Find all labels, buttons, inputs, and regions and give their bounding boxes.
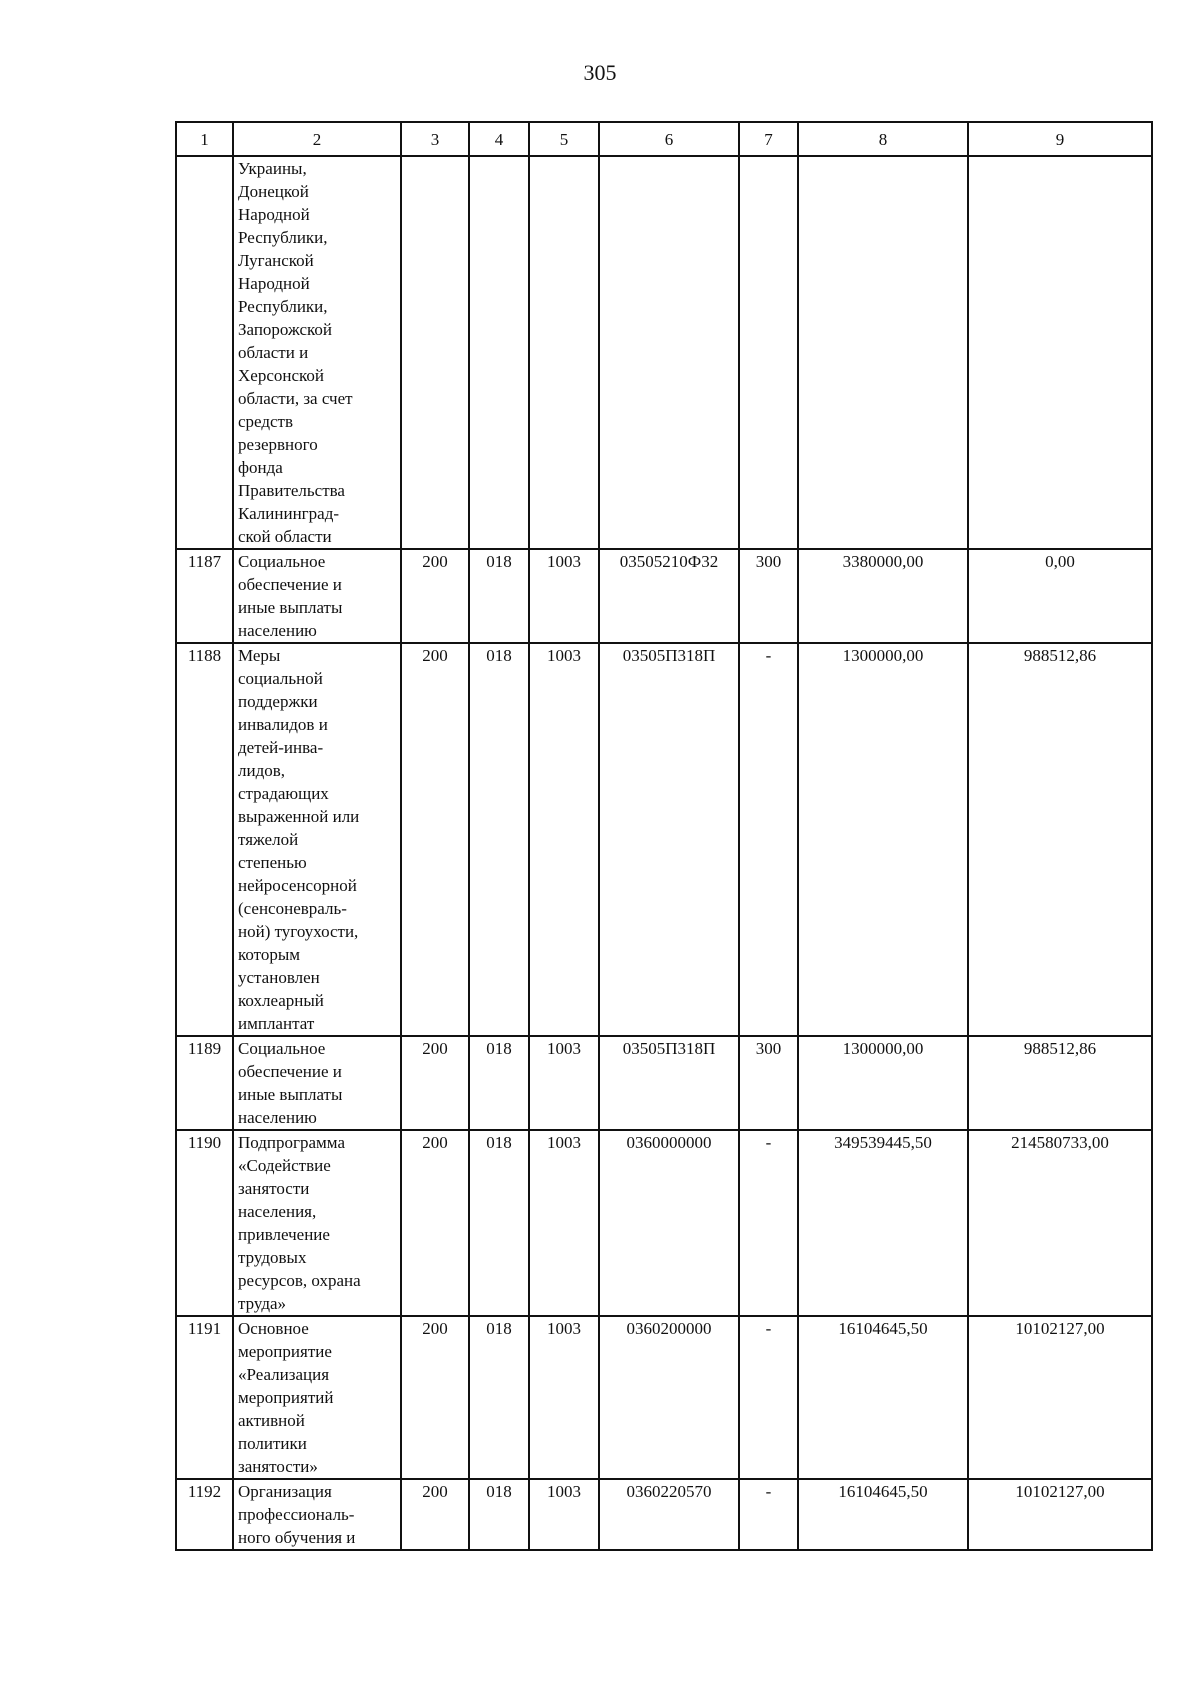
row-col8: 3380000,00 bbox=[798, 549, 968, 643]
header-row bbox=[176, 122, 1152, 156]
row-name-line: иные выплаты bbox=[238, 1085, 343, 1104]
column-header-5: 5 bbox=[529, 122, 599, 156]
row-name-line: труда» bbox=[238, 1294, 287, 1313]
column-header-4: 4 bbox=[469, 122, 529, 156]
row-name-line: профессиональ- bbox=[238, 1505, 355, 1524]
table-row bbox=[176, 156, 1152, 549]
row-col9: 988512,86 bbox=[968, 1036, 1152, 1130]
row-name-line: страдающих bbox=[238, 784, 329, 803]
row-name bbox=[233, 549, 401, 643]
row-name-line: обеспечение и bbox=[238, 575, 342, 594]
row-name-line: детей-инва- bbox=[238, 738, 324, 757]
table-row bbox=[176, 1316, 1152, 1479]
row-name-line: Народной bbox=[238, 205, 310, 224]
column-header-6: 6 bbox=[599, 122, 739, 156]
row-col3: 200 bbox=[401, 549, 469, 643]
row-col6: 0360200000 bbox=[599, 1316, 739, 1479]
row-col4: 018 bbox=[469, 643, 529, 1036]
row-col5 bbox=[529, 156, 599, 549]
row-name-line: области и bbox=[238, 343, 309, 362]
row-name-line: степенью bbox=[238, 853, 307, 872]
row-col8: 16104645,50 bbox=[798, 1479, 968, 1550]
page-number: 305 bbox=[583, 60, 617, 85]
budget-table bbox=[175, 121, 1153, 1551]
row-name-line: занятости» bbox=[238, 1457, 318, 1476]
row-name-line: лидов, bbox=[238, 761, 286, 780]
row-col7: 300 bbox=[739, 1036, 798, 1130]
row-name-line: Донецкой bbox=[238, 182, 309, 201]
row-name-line: области, за счет bbox=[238, 389, 353, 408]
row-col6: 0360220570 bbox=[599, 1479, 739, 1550]
row-name-line: Подпрограмма bbox=[238, 1133, 345, 1152]
row-col4: 018 bbox=[469, 1479, 529, 1550]
row-col4: 018 bbox=[469, 1316, 529, 1479]
row-number: 1189 bbox=[176, 1036, 233, 1130]
row-name-line: нейросенсорной bbox=[238, 876, 357, 895]
row-name-line: фонда bbox=[238, 458, 283, 477]
row-name-line: средств bbox=[238, 412, 294, 431]
row-number: 1188 bbox=[176, 643, 233, 1036]
row-name-line: активной bbox=[238, 1411, 305, 1430]
row-col8: 16104645,50 bbox=[798, 1316, 968, 1479]
row-col4: 018 bbox=[469, 1130, 529, 1316]
row-name-line: ской области bbox=[238, 527, 332, 546]
row-name-line: Организация bbox=[238, 1482, 332, 1501]
row-name-line: ной) тугоухости, bbox=[238, 922, 359, 941]
row-col9: 988512,86 bbox=[968, 643, 1152, 1036]
row-name-line: Социальное bbox=[238, 1039, 326, 1058]
row-col9 bbox=[968, 156, 1152, 549]
row-number bbox=[176, 156, 233, 549]
row-col7: - bbox=[739, 643, 798, 1036]
row-name-line: инвалидов и bbox=[238, 715, 328, 734]
row-name-line: Основное bbox=[238, 1319, 309, 1338]
row-number: 1192 bbox=[176, 1479, 233, 1550]
row-name-line: Социальное bbox=[238, 552, 326, 571]
row-name-line: Луганской bbox=[238, 251, 314, 270]
column-header-1: 1 bbox=[176, 122, 233, 156]
row-col3: 200 bbox=[401, 1036, 469, 1130]
row-name bbox=[233, 1316, 401, 1479]
row-col3 bbox=[401, 156, 469, 549]
row-col5: 1003 bbox=[529, 1036, 599, 1130]
row-name bbox=[233, 1130, 401, 1316]
table-row bbox=[176, 1479, 1152, 1550]
row-name-line: Правительства bbox=[238, 481, 345, 500]
row-col7: 300 bbox=[739, 549, 798, 643]
row-col8: 349539445,50 bbox=[798, 1130, 968, 1316]
row-col8: 1300000,00 bbox=[798, 1036, 968, 1130]
row-col5: 1003 bbox=[529, 1479, 599, 1550]
table-body bbox=[176, 156, 1152, 1550]
row-col7: - bbox=[739, 1130, 798, 1316]
table-row bbox=[176, 1036, 1152, 1130]
row-name-line: поддержки bbox=[238, 692, 318, 711]
row-name bbox=[233, 643, 401, 1036]
row-name-line: мероприятий bbox=[238, 1388, 334, 1407]
row-name-line: выраженной или bbox=[238, 807, 360, 826]
row-name-line: которым bbox=[238, 945, 301, 964]
row-col6 bbox=[599, 156, 739, 549]
row-col8: 1300000,00 bbox=[798, 643, 968, 1036]
row-name-line: Республики, bbox=[238, 297, 328, 316]
row-col9: 214580733,00 bbox=[968, 1130, 1152, 1316]
row-name-line: Меры bbox=[238, 646, 281, 665]
row-name-line: резервного bbox=[238, 435, 318, 454]
row-name-line: «Реализация bbox=[238, 1365, 330, 1384]
row-name-line: населению bbox=[238, 621, 317, 640]
row-col5: 1003 bbox=[529, 549, 599, 643]
table-row bbox=[176, 549, 1152, 643]
table-row bbox=[176, 1130, 1152, 1316]
row-name bbox=[233, 1036, 401, 1130]
row-col5: 1003 bbox=[529, 1130, 599, 1316]
row-col5: 1003 bbox=[529, 1316, 599, 1479]
row-name bbox=[233, 156, 401, 549]
row-name-line: привлечение bbox=[238, 1225, 330, 1244]
row-name-line: имплантат bbox=[238, 1014, 315, 1033]
row-col9: 0,00 bbox=[968, 549, 1152, 643]
row-col9: 10102127,00 bbox=[968, 1316, 1152, 1479]
row-name-line: обеспечение и bbox=[238, 1062, 342, 1081]
row-name-line: населению bbox=[238, 1108, 317, 1127]
row-name-line: трудовых bbox=[238, 1248, 307, 1267]
row-name-line: Украины, bbox=[238, 159, 307, 178]
row-name bbox=[233, 1479, 401, 1550]
column-header-7: 7 bbox=[739, 122, 798, 156]
row-name-line: социальной bbox=[238, 669, 323, 688]
row-col7: - bbox=[739, 1316, 798, 1479]
row-name-line: иные выплаты bbox=[238, 598, 343, 617]
table-row bbox=[176, 643, 1152, 1036]
row-name-line: Херсонской bbox=[238, 366, 325, 385]
row-col3: 200 bbox=[401, 1130, 469, 1316]
row-name-line: тяжелой bbox=[238, 830, 299, 849]
row-col7 bbox=[739, 156, 798, 549]
row-name-line: (сенсоневраль- bbox=[238, 899, 347, 918]
row-number: 1190 bbox=[176, 1130, 233, 1316]
row-col4: 018 bbox=[469, 1036, 529, 1130]
row-col6: 03505210Ф32 bbox=[599, 549, 739, 643]
column-header-3: 3 bbox=[401, 122, 469, 156]
row-col6: 03505П318П bbox=[599, 1036, 739, 1130]
column-header-9: 9 bbox=[968, 122, 1152, 156]
row-col4: 018 bbox=[469, 549, 529, 643]
row-name-line: Калининград- bbox=[238, 504, 340, 523]
row-col8 bbox=[798, 156, 968, 549]
row-col3: 200 bbox=[401, 643, 469, 1036]
column-header-2: 2 bbox=[233, 122, 401, 156]
row-name-line: мероприятие bbox=[238, 1342, 332, 1361]
row-name-line: ного обучения и bbox=[238, 1528, 356, 1547]
row-number: 1191 bbox=[176, 1316, 233, 1479]
row-col4 bbox=[469, 156, 529, 549]
row-name-line: «Содействие bbox=[238, 1156, 331, 1175]
row-col6: 03505П318П bbox=[599, 643, 739, 1036]
row-name-line: Запорожской bbox=[238, 320, 332, 339]
row-col3: 200 bbox=[401, 1316, 469, 1479]
row-name-line: ресурсов, охрана bbox=[238, 1271, 361, 1290]
row-col3: 200 bbox=[401, 1479, 469, 1550]
row-col9: 10102127,00 bbox=[968, 1479, 1152, 1550]
column-header-8: 8 bbox=[798, 122, 968, 156]
row-name-line: Народной bbox=[238, 274, 310, 293]
row-name-line: занятости bbox=[238, 1179, 310, 1198]
row-name-line: населения, bbox=[238, 1202, 317, 1221]
row-col5: 1003 bbox=[529, 643, 599, 1036]
row-col6: 0360000000 bbox=[599, 1130, 739, 1316]
row-col7: - bbox=[739, 1479, 798, 1550]
row-name-line: кохлеарный bbox=[238, 991, 324, 1010]
row-name-line: политики bbox=[238, 1434, 307, 1453]
row-name-line: установлен bbox=[238, 968, 320, 987]
row-number: 1187 bbox=[176, 549, 233, 643]
row-name-line: Республики, bbox=[238, 228, 328, 247]
